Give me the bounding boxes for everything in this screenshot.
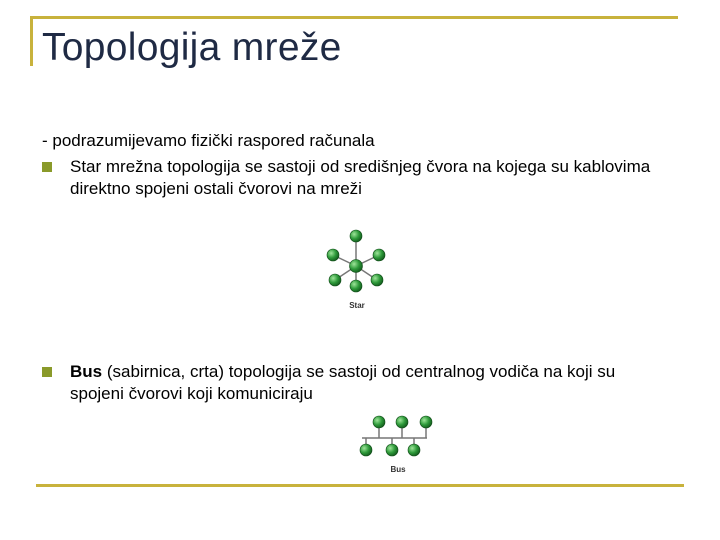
star-figure-label: Star bbox=[349, 301, 365, 310]
frame-bottom-line bbox=[36, 484, 684, 487]
frame-left-line bbox=[30, 16, 33, 66]
bus-figure-label: Bus bbox=[390, 465, 406, 474]
bullet-bus-bold: Bus bbox=[70, 362, 103, 381]
bullet-star-body: Star mrežna topologija se sastoji od središnjeg čvora na kojega su kablovima direktno spojeni ostali čvorovi na mreži bbox=[70, 157, 651, 198]
bullet-star-text bbox=[70, 156, 670, 200]
square-bullet-icon bbox=[42, 367, 52, 377]
intro-text: - podrazumijevamo fizički raspored računala bbox=[42, 131, 375, 150]
bullet-bus-body: (sabirnica, crta) topologija se sastoji od centralnog vodiča na koji su spojeni čvorovi koji komuniciraju bbox=[70, 362, 616, 403]
bus-topology-figure bbox=[344, 410, 444, 478]
star-topology-figure bbox=[310, 222, 402, 312]
bullet-bus-text bbox=[70, 361, 670, 405]
square-bullet-icon bbox=[42, 162, 52, 172]
frame-top-line bbox=[30, 16, 678, 19]
slide-title: Topologija mreže bbox=[42, 26, 342, 69]
